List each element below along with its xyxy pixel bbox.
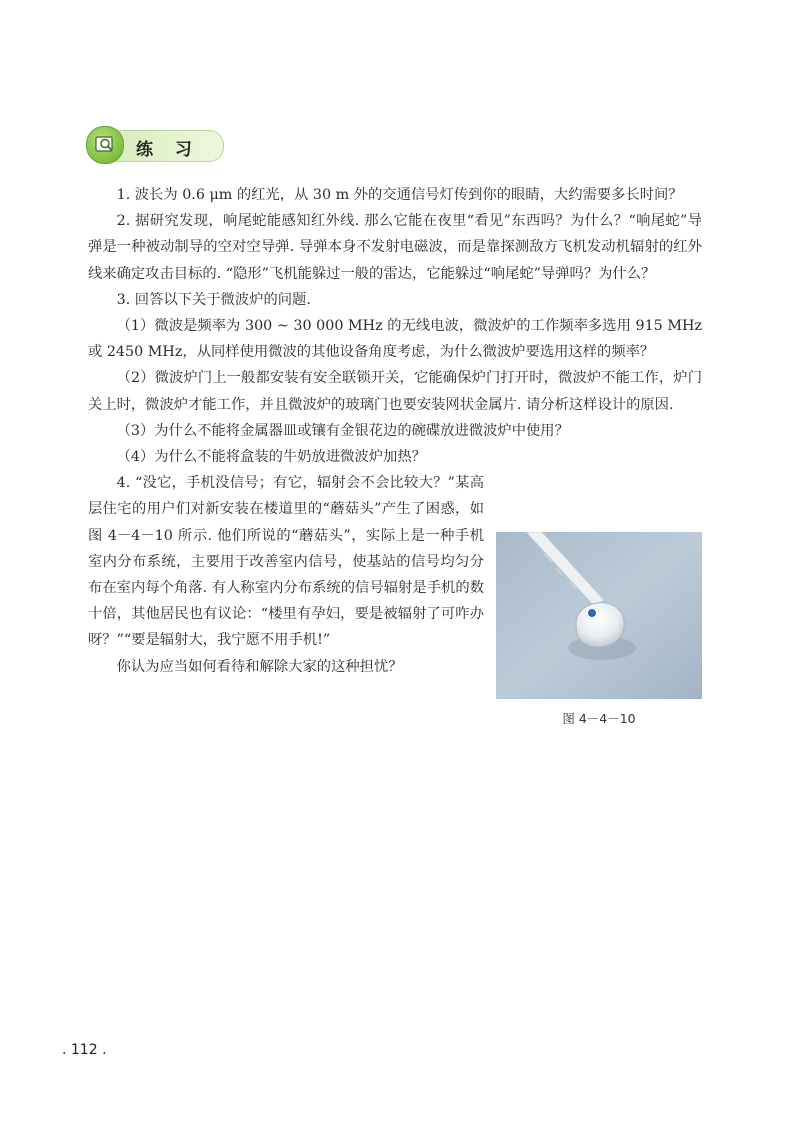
figure-caption: 图 4－4－10 xyxy=(562,711,636,726)
exercise-3-part-1: （1）微波是频率为 300 ~ 30 000 MHz 的无线电波，微波炉的工作频率多选用 915 MHz 或 2450 MHz，从同样使用微波的其他设备角度考虑，为什么微波炉要选用这样的频率？ xyxy=(88,318,702,361)
exercise-4: 4. “没它，手机没信号；有它，辐射会不会比较大？”某高层住宅的用户们对新安装在楼道里的“蘑菇头”产生了困惑，如图 4－4－10 所示. 他们所说的“蘑菇头”，实际上是一种手机室内分布系统，主要用于改善室内信号，使基站的信号均匀分布在室内每个角落. 有人称室内分布系统的信号辐射是手机的数十倍，其他居民也有议论：“楼里有孕妇，要是被辐射了可咋办呀？”“要是辐射大，我宁愿不用手机!” xyxy=(88,475,484,649)
exercise-3-part-2: （2）微波炉门上一般都安装有安全联锁开关，它能确保炉门打开时，微波炉不能工作，炉门关上时，微波炉才能工作，并且微波炉的玻璃门也要安装网状金属片. 请分析这样设计的原因. xyxy=(88,370,702,413)
section-icon-badge xyxy=(86,126,124,164)
exercise-3-part-4: （4）为什么不能将盒装的牛奶放进微波炉加热？ xyxy=(116,449,426,466)
exercise-4-question: 你认为应当如何看待和解除大家的这种担忧？ xyxy=(116,658,403,675)
exercise-3: 3. 回答以下关于微波炉的问题. xyxy=(116,291,311,308)
exercise-content xyxy=(88,182,702,726)
exercise-3-part-3: （3）为什么不能将金属器皿或镶有金银花边的碗碟放进微波炉中使用？ xyxy=(116,422,569,439)
magnifier-icon xyxy=(94,134,116,156)
mushroom-antenna-photo xyxy=(496,532,702,699)
exercise-1: 1. 波长为 0.6 μm 的红光，从 30 m 外的交通信号灯传到你的眼睛，大约需要多长时间？ xyxy=(116,187,683,203)
section-header xyxy=(86,126,224,162)
exercise-2: 2. 据研究发现，响尾蛇能感知红外线. 那么它能在夜里“看见”东西吗？为什么？“响尾蛇”导弹是一种被动制导的空对空导弹. 导弹本身不发射电磁波，而是靠探测敌方飞机发动机辐射的红外线来确定攻击目标的. “隐形”飞机能躲过一般的雷达，它能躲过“响尾蛇”导弹吗？为什么？ xyxy=(88,213,702,282)
figure-4-4-10 xyxy=(496,532,702,726)
page-number: . 112 . xyxy=(62,1042,107,1058)
section-title: 练 习 xyxy=(136,140,200,160)
